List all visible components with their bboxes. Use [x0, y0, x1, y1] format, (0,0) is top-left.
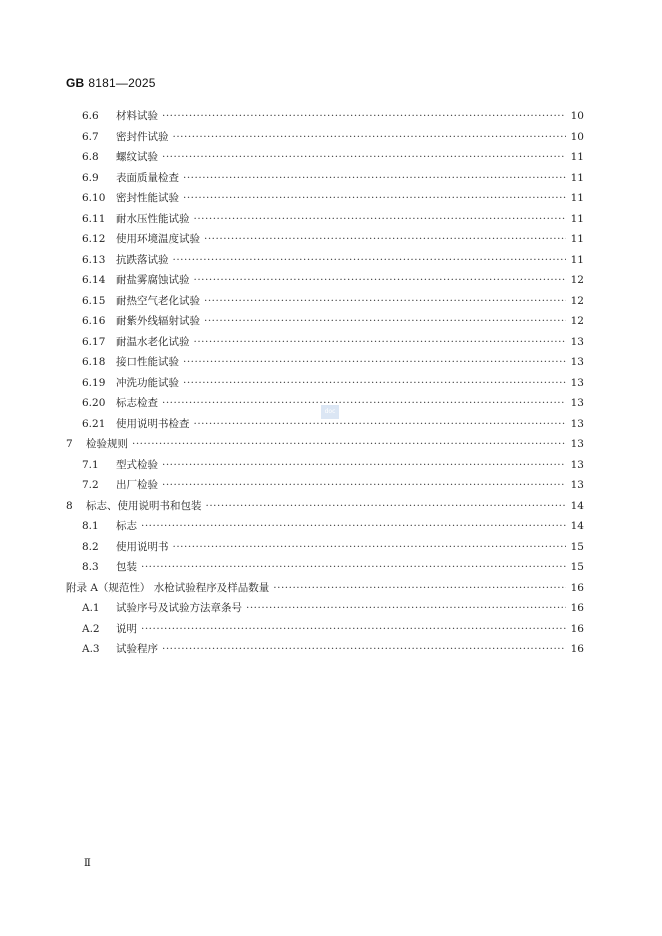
toc-entry[interactable] — [66, 209, 584, 230]
toc-entry[interactable] — [66, 250, 584, 271]
toc-entry-page: 11 — [570, 233, 584, 245]
page-numeral: Ⅱ — [84, 858, 91, 869]
toc-leader-dots — [206, 496, 567, 517]
toc-entry-number: 6.6 — [82, 110, 99, 122]
toc-entry[interactable] — [66, 537, 584, 558]
toc-entry[interactable] — [66, 147, 584, 168]
toc-entry-number: 6.15 — [82, 294, 106, 307]
toc-entry[interactable] — [66, 332, 584, 353]
toc-entry-page: 11 — [570, 253, 584, 266]
toc-entry-page: 14 — [570, 499, 584, 512]
toc-entry-page: 16 — [570, 643, 584, 655]
toc-entry-title: 螺纹试验 — [116, 151, 158, 163]
toc-entry[interactable] — [66, 434, 584, 455]
toc-leader-dots — [132, 434, 566, 455]
toc-entry-title: 耐热空气老化试验 — [116, 294, 200, 307]
toc-entry-number: 6.17 — [82, 335, 106, 348]
toc-entry[interactable] — [66, 639, 584, 660]
toc-entry-number: 7 — [66, 438, 73, 450]
toc-entry[interactable] — [66, 373, 584, 394]
toc-entry-page: 16 — [570, 602, 584, 614]
toc-entry-number: 6.8 — [82, 151, 99, 163]
toc-entry-number: 8 — [66, 499, 73, 512]
toc-entry[interactable] — [66, 168, 584, 189]
toc-entry-title: 冲洗功能试验 — [116, 376, 179, 389]
toc-entry-number: 6.11 — [82, 212, 106, 225]
toc-leader-dots — [162, 106, 566, 127]
watermark-icon: doc — [321, 405, 339, 419]
toc-leader-dots — [183, 373, 566, 394]
toc-entry-number: 8.2 — [82, 540, 99, 553]
toc-entry-number: 6.10 — [82, 192, 106, 204]
toc-entry[interactable] — [66, 496, 584, 517]
toc-entry-page: 12 — [570, 315, 584, 327]
toc-leader-dots — [162, 147, 566, 168]
toc-leader-dots — [194, 209, 567, 230]
toc-entry[interactable] — [66, 516, 584, 537]
toc-entry-page: 13 — [570, 438, 584, 450]
standard-code — [66, 76, 156, 90]
toc-leader-dots — [183, 188, 566, 209]
toc-entry[interactable] — [66, 598, 584, 619]
toc-entry-page: 10 — [570, 110, 584, 122]
toc-entry-number: 7.1 — [82, 458, 99, 471]
toc-leader-dots — [162, 475, 566, 496]
toc-entry-number: 6.19 — [82, 376, 106, 389]
toc-leader-dots — [194, 270, 567, 291]
toc-leader-dots — [204, 291, 566, 312]
toc-entry-title: 表面质量检查 — [116, 171, 179, 184]
toc-entry-title: 接口性能试验 — [116, 356, 179, 368]
toc-entry-page: 16 — [570, 622, 584, 635]
toc-leader-dots — [173, 537, 567, 558]
toc-entry-title: 耐水压性能试验 — [116, 212, 190, 225]
toc-entry-title: 抗跌落试验 — [116, 253, 169, 266]
toc-entry[interactable] — [66, 106, 584, 127]
toc-entry-page: 11 — [570, 171, 584, 184]
toc-entry-title: 包装 — [116, 561, 137, 573]
toc-entry-number: 6.14 — [82, 274, 106, 286]
toc-leader-dots — [162, 455, 566, 476]
standard-prefix: GB — [66, 76, 85, 90]
toc-leader-dots — [173, 127, 567, 148]
toc-entry[interactable] — [66, 188, 584, 209]
toc-entry-title: 耐盐雾腐蚀试验 — [116, 274, 190, 286]
toc-entry[interactable] — [66, 127, 584, 148]
toc-entry-page: 11 — [570, 192, 584, 204]
toc-entry-title: 出厂检验 — [116, 479, 158, 491]
toc-entry-number: 8.1 — [82, 520, 99, 532]
toc-entry-page: 13 — [570, 335, 584, 348]
toc-leader-dots — [162, 639, 566, 660]
toc-entry-page: 15 — [570, 561, 584, 573]
toc-entry-page: 14 — [570, 520, 584, 532]
toc-entry-title: 耐温水老化试验 — [116, 335, 190, 348]
toc-entry-title: 密封件试验 — [116, 130, 169, 143]
toc-entry-number: 6.18 — [82, 356, 106, 368]
toc-leader-dots — [162, 393, 566, 414]
toc-entry-number: A.1 — [82, 602, 100, 614]
toc-entry-title: 材料试验 — [116, 110, 158, 122]
toc-entry-number: 6.20 — [82, 397, 106, 409]
toc-entry-title: 试验程序 — [116, 643, 158, 655]
toc-leader-dots — [246, 598, 566, 619]
toc-leader-dots — [194, 414, 567, 435]
toc-entry[interactable] — [66, 619, 584, 640]
toc-entry[interactable] — [66, 557, 584, 578]
toc-leader-dots — [273, 578, 566, 599]
toc-entry-page: 13 — [570, 417, 584, 430]
toc-entry-title: 说明 — [116, 622, 137, 635]
toc-entry-number: 6.21 — [82, 417, 106, 430]
toc-entry-title: 标志检查 — [116, 397, 158, 409]
toc-entry-title: 使用说明书 — [116, 540, 169, 553]
toc-entry-title: 试验序号及试验方法章条号 — [116, 602, 242, 614]
toc-leader-dots — [204, 229, 566, 250]
toc-leader-dots — [141, 557, 566, 578]
toc-entry-number: A.3 — [82, 643, 100, 655]
toc-entry-page: 15 — [570, 540, 584, 553]
toc-entry[interactable] — [66, 352, 584, 373]
toc-leader-dots — [173, 250, 567, 271]
toc-leader-dots — [194, 332, 567, 353]
toc-entry-page: 11 — [570, 212, 584, 225]
toc-leader-dots — [204, 311, 566, 332]
toc-entry-title: 附录 A（规范性） 水枪试验程序及样品数量 — [66, 581, 270, 594]
toc-leader-dots — [141, 516, 566, 537]
toc-entry[interactable] — [66, 455, 584, 476]
toc-entry-title: 使用说明书检查 — [116, 417, 190, 430]
toc-entry-number: 6.13 — [82, 253, 106, 266]
toc-entry[interactable] — [66, 291, 584, 312]
toc-entry-page: 13 — [570, 458, 584, 471]
toc-entry-page: 12 — [570, 294, 584, 307]
toc-entry-number: 6.7 — [82, 130, 99, 143]
table-of-contents — [66, 106, 584, 660]
toc-leader-dots — [183, 168, 566, 189]
toc-entry-title: 标志、使用说明书和包装 — [86, 499, 202, 512]
toc-leader-dots — [141, 619, 566, 640]
toc-entry-title: 型式检验 — [116, 458, 158, 471]
toc-entry-title: 检验规则 — [86, 438, 128, 450]
toc-entry-number: 6.12 — [82, 233, 106, 245]
toc-entry-title: 耐紫外线辐射试验 — [116, 315, 200, 327]
toc-entry[interactable] — [66, 475, 584, 496]
toc-entry-title: 标志 — [116, 520, 137, 532]
toc-entry-title: 密封性能试验 — [116, 192, 179, 204]
toc-entry-page: 13 — [570, 479, 584, 491]
toc-entry[interactable] — [66, 229, 584, 250]
toc-entry-number: 6.9 — [82, 171, 99, 184]
toc-entry-title: 使用环境温度试验 — [116, 233, 200, 245]
toc-entry-number: A.2 — [82, 622, 100, 635]
toc-entry-page: 13 — [570, 397, 584, 409]
toc-entry-page: 11 — [570, 151, 584, 163]
toc-entry[interactable] — [66, 270, 584, 291]
toc-entry[interactable] — [66, 311, 584, 332]
toc-entry-page: 13 — [570, 356, 584, 368]
standard-number: 8181—2025 — [88, 76, 156, 90]
toc-entry-page: 12 — [570, 274, 584, 286]
toc-entry-number: 8.3 — [82, 561, 99, 573]
toc-entry-page: 13 — [570, 376, 584, 389]
toc-entry-number: 6.16 — [82, 315, 106, 327]
toc-leader-dots — [183, 352, 566, 373]
toc-entry-page: 16 — [570, 581, 584, 594]
toc-entry[interactable] — [66, 578, 584, 599]
toc-entry-number: 7.2 — [82, 479, 99, 491]
toc-entry-page: 10 — [570, 130, 584, 143]
